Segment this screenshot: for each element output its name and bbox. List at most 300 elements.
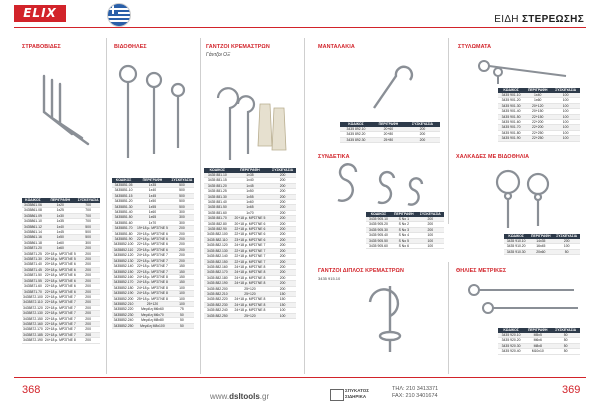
table-row bbox=[204, 291, 296, 296]
table-row bbox=[498, 130, 580, 135]
table-cell: 100 bbox=[553, 244, 580, 249]
table-cell: 100 bbox=[170, 291, 194, 296]
table-cell: 3435852.240 bbox=[113, 318, 134, 323]
table-row bbox=[498, 98, 580, 103]
table-cell: 700 bbox=[77, 208, 100, 213]
table-cell: S No 1 bbox=[391, 217, 417, 222]
table-row bbox=[498, 136, 580, 141]
table-cell: 700 bbox=[77, 203, 100, 208]
table-row bbox=[22, 262, 100, 267]
table-cell: 200 bbox=[170, 231, 194, 236]
table-cell: 24+18 μ. ΜΡΣΓΝΕ 8 bbox=[136, 274, 168, 279]
metric-eye-bolts-illustration bbox=[466, 282, 586, 318]
column-header: ΣΥΣΚΕΥΑΣΙΑ bbox=[77, 198, 99, 203]
table-row bbox=[204, 210, 296, 215]
table-cell: 3435851.70 bbox=[112, 226, 135, 231]
table-cell: 22+18 μ. ΜΡΣΓΝΕ 7 bbox=[44, 332, 76, 337]
column-header: ΚΩΔΙΚΟΣ bbox=[498, 328, 524, 333]
table-cell: 3435871.50 bbox=[23, 273, 42, 278]
table-cell: Μ10x10 bbox=[524, 349, 551, 354]
ceiling-hook-illustration bbox=[350, 282, 420, 354]
table-cell: 50 bbox=[551, 333, 580, 338]
page-number-right: 369 bbox=[562, 384, 581, 396]
table-cell: 1x40 bbox=[44, 224, 77, 229]
table-cell: 3435 901.70 bbox=[498, 125, 524, 130]
table-row bbox=[112, 258, 194, 263]
column-header: ΣΥΣΚΕΥΑΣΙΑ bbox=[553, 234, 580, 239]
table-cell: 200 bbox=[77, 246, 100, 251]
table-cell: 25+120 bbox=[135, 301, 170, 306]
table-cell: 200 bbox=[77, 311, 100, 316]
table-cell: 50 bbox=[551, 338, 580, 343]
table-cell: 100 bbox=[551, 130, 580, 135]
table-row bbox=[204, 221, 296, 226]
website-link[interactable] bbox=[210, 392, 269, 401]
table-cell: 3435 901.90 bbox=[498, 136, 524, 141]
syndetika-table bbox=[366, 212, 444, 249]
table-cell: 3435861.14 bbox=[23, 230, 42, 235]
table-cell: 3435 905.10 bbox=[366, 217, 391, 222]
table-cell: 200 bbox=[269, 237, 296, 242]
page-header bbox=[0, 0, 600, 30]
table-row bbox=[22, 203, 100, 208]
table-cell: 200 bbox=[77, 327, 100, 332]
table-cell: 3435 881.15 bbox=[204, 178, 231, 183]
table-cell: 200 bbox=[77, 305, 100, 310]
table-cell: Μ8x8 bbox=[524, 343, 551, 348]
table-cell: 100 bbox=[551, 98, 580, 103]
table-cell: 3435852.180 bbox=[113, 285, 134, 290]
table-cell: 50 bbox=[170, 318, 194, 323]
table-row bbox=[22, 289, 100, 294]
table-cell: 3435851.50 bbox=[112, 215, 135, 220]
table-cell: 3435861.18 bbox=[23, 240, 42, 245]
table-row bbox=[22, 278, 100, 283]
table-cell: 3435852.250 bbox=[113, 323, 134, 328]
catalog-heading bbox=[494, 14, 584, 25]
table-cell: S No 3 bbox=[391, 227, 417, 232]
table-cell: 3435852.230 bbox=[113, 312, 134, 317]
section-title-syndetika: ΣΥΝΔΕΤΙΚΑ bbox=[318, 154, 350, 160]
table-row bbox=[204, 297, 296, 302]
table-row bbox=[204, 237, 296, 242]
column-header: ΣΥΣΚΕΥΑΣΙΑ bbox=[269, 168, 296, 173]
table-cell: 500 bbox=[170, 188, 194, 193]
table-cell: 1x55 bbox=[135, 204, 170, 209]
table-cell: 25+120 bbox=[231, 286, 270, 291]
table-row bbox=[22, 338, 100, 343]
table-row bbox=[204, 205, 296, 210]
table-row bbox=[22, 273, 100, 278]
brand-line-2: ΣΙΔΗΡΙΚΑ bbox=[345, 394, 367, 399]
table-row bbox=[22, 327, 100, 332]
table-row bbox=[498, 114, 580, 119]
table-cell: 1x60 bbox=[135, 210, 170, 215]
table-cell: 22+18 μ. ΜΡΣΓΝΕ 6 bbox=[44, 273, 76, 278]
brand-logo bbox=[330, 387, 374, 401]
table-row bbox=[504, 249, 580, 254]
table-cell: 3435851.05 bbox=[112, 183, 135, 188]
table-cell: 200 bbox=[269, 259, 296, 264]
table-cell: 3435852.120 bbox=[113, 253, 134, 258]
table-cell: 3435872.130 bbox=[23, 311, 43, 316]
table-cell: 100 bbox=[551, 125, 580, 130]
table-row bbox=[366, 233, 444, 238]
table-cell: 3435872.100 bbox=[23, 294, 43, 299]
column-header: ΠΕΡΙΓΡΑΦΗ bbox=[44, 198, 77, 203]
table-row bbox=[22, 246, 100, 251]
table-cell: 3435 920.40 bbox=[498, 349, 524, 354]
table-cell: 20+18 μ. ΜΡΣΓΝΕ 6 bbox=[44, 267, 76, 272]
table-cell: 500 bbox=[170, 183, 194, 188]
table-cell: 100 bbox=[551, 136, 580, 141]
table-cell: 300 bbox=[77, 240, 100, 245]
table-row bbox=[498, 343, 580, 348]
table-cell: 200 bbox=[77, 267, 100, 272]
table-cell: 1x65 bbox=[135, 215, 170, 220]
brand-mark-icon bbox=[330, 389, 344, 401]
table-cell: 3435872.170 bbox=[23, 327, 43, 332]
table-cell: 100 bbox=[551, 93, 580, 98]
table-cell: 1x45 bbox=[231, 183, 270, 188]
table-cell: 200 bbox=[417, 227, 444, 232]
table-cell: Μεγάλη Μ8x100 bbox=[135, 323, 170, 328]
table-cell: 200 bbox=[553, 239, 580, 244]
table-cell: 1x50 bbox=[135, 199, 170, 204]
table-cell: 100 bbox=[551, 114, 580, 119]
table-cell: 22+18 μ. ΜΡΣΓΝΕ 7 bbox=[44, 316, 76, 321]
s-hooks-illustration bbox=[332, 164, 432, 210]
table-cell: 3435 881.60 bbox=[204, 210, 231, 215]
table-row bbox=[22, 311, 100, 316]
table-cell: 200 bbox=[170, 258, 194, 263]
column-header: ΠΕΡΙΓΡΑΦΗ bbox=[528, 234, 553, 239]
table-cell: 200 bbox=[170, 226, 194, 231]
table-cell: 3435 920.20 bbox=[498, 338, 524, 343]
table-row bbox=[112, 301, 194, 306]
table-cell: 100 bbox=[417, 233, 444, 238]
table-row bbox=[204, 248, 296, 253]
table-cell: 16x45 bbox=[528, 244, 553, 249]
column-header: ΠΕΡΙΓΡΑΦΗ bbox=[391, 212, 417, 217]
table-cell: 500 bbox=[77, 230, 100, 235]
table-cell: 200 bbox=[77, 294, 100, 299]
table-cell: 20+18 μ. ΜΡΣΓΝΕ 5 bbox=[44, 251, 76, 256]
table-row bbox=[22, 321, 100, 326]
table-cell: 14x35 bbox=[528, 239, 553, 244]
table-row bbox=[204, 194, 296, 199]
table-cell: 50 bbox=[170, 312, 194, 317]
table-cell: 3435 882.170 bbox=[204, 270, 231, 275]
column-divider bbox=[106, 38, 107, 374]
table-cell: 3435852.160 bbox=[113, 274, 134, 279]
table-row bbox=[366, 238, 444, 243]
table-cell: 3435 910.20 bbox=[504, 244, 528, 249]
table-row bbox=[22, 294, 100, 299]
table-row bbox=[204, 189, 296, 194]
fax-number: FAX: 210 3401674 bbox=[392, 393, 438, 399]
table-cell: 1x50 bbox=[231, 189, 270, 194]
elix-logo: ELIX bbox=[14, 5, 66, 22]
table-cell: 3435852.220 bbox=[113, 307, 134, 312]
table-cell: 24+18 μ. ΜΡΣΓΝΕ 8 bbox=[231, 302, 270, 307]
table-cell: 200 bbox=[269, 270, 296, 275]
section-subtitle-gantzoi: Γάντζοι ΟΞ bbox=[206, 52, 231, 58]
table-cell: 3435851.10 bbox=[112, 188, 135, 193]
table-cell: 50 bbox=[170, 323, 194, 328]
table-row bbox=[340, 137, 440, 142]
table-cell: 22+18 μ. ΜΡΣΓΝΕ 7 bbox=[231, 254, 270, 259]
table-cell: 3435 892.20 bbox=[340, 132, 372, 137]
table-cell: 3435861.16 bbox=[23, 235, 42, 240]
table-cell: 1x60 bbox=[44, 246, 77, 251]
table-cell: 200 bbox=[269, 232, 296, 237]
cup-hooks-with-plugs-illustration bbox=[208, 64, 296, 164]
table-cell: 1x50 bbox=[44, 235, 77, 240]
table-cell: 22+18 μ. ΜΡΣΓΝΕ 7 bbox=[44, 300, 76, 305]
table-row bbox=[112, 323, 194, 328]
table-cell: 50 bbox=[551, 349, 580, 354]
table-cell: 200 bbox=[269, 248, 296, 253]
table-cell: 22+200 bbox=[524, 125, 551, 130]
table-row bbox=[340, 132, 440, 137]
table-cell: 3435871.45 bbox=[23, 267, 42, 272]
page-number-left: 368 bbox=[22, 384, 41, 396]
gantzoi-table bbox=[204, 168, 296, 319]
table-cell: 3435 905.20 bbox=[366, 222, 391, 227]
table-cell: 100 bbox=[417, 238, 444, 243]
table-cell: 200 bbox=[417, 217, 444, 222]
table-row bbox=[112, 296, 194, 301]
table-cell: 300 bbox=[170, 210, 194, 215]
table-cell: 3435 882.220 bbox=[204, 297, 231, 302]
section-title-gantzoi-diplos: ΓΑΝΤΖΟΙ ΔΙΠΛΟΣ ΚΡΕΜΑΣΤΡΩΝ bbox=[318, 268, 404, 274]
table-cell: Μεγάλη Μ6x60 bbox=[135, 307, 170, 312]
table-row bbox=[204, 216, 296, 221]
table-cell: 3435872.185 bbox=[23, 332, 43, 337]
table-cell: 200 bbox=[269, 275, 296, 280]
table-cell: 22+250 bbox=[524, 136, 551, 141]
table-cell: Μ6x6 bbox=[524, 338, 551, 343]
table-cell: S No 6 bbox=[391, 244, 417, 249]
table-cell: 3435861.08 bbox=[23, 208, 42, 213]
gate-hook-illustration bbox=[476, 56, 576, 86]
hook-pin-illustration bbox=[360, 58, 420, 114]
table-cell: 3435851.15 bbox=[112, 193, 135, 198]
table-cell: 200 bbox=[77, 300, 100, 305]
column-header: ΣΥΣΚΕΥΑΣΙΑ bbox=[551, 88, 580, 93]
table-cell: S No 2 bbox=[391, 222, 417, 227]
table-cell: 200 bbox=[77, 257, 100, 262]
table-cell: 1x60 bbox=[44, 240, 77, 245]
table-row bbox=[204, 232, 296, 237]
table-cell: 3435 910.10 bbox=[504, 239, 528, 244]
table-row bbox=[204, 281, 296, 286]
table-cell: 3435 882.80 bbox=[204, 221, 231, 226]
table-cell: 25+120 bbox=[231, 291, 270, 296]
column-header: ΚΩΔΙΚΟΣ bbox=[22, 198, 44, 203]
table-cell: 3435851.60 bbox=[112, 220, 135, 225]
table-cell: 150 bbox=[170, 280, 194, 285]
table-cell: S No 5 bbox=[391, 238, 417, 243]
table-cell: 24+18 μ. ΜΡΣΓΝΕ 8 bbox=[44, 338, 76, 343]
table-cell: 100 bbox=[269, 313, 296, 318]
table-cell: 200 bbox=[269, 243, 296, 248]
table-row bbox=[22, 257, 100, 262]
table-cell: 3435 882.230 bbox=[204, 302, 231, 307]
table-cell: 22+150 bbox=[524, 114, 551, 119]
table-cell: 3435 905.50 bbox=[366, 238, 391, 243]
table-cell: 20x60 bbox=[528, 249, 553, 254]
table-cell: 200 bbox=[170, 253, 194, 258]
table-cell: 20+18 μ. ΜΡΣΓΝΕ 6 bbox=[231, 221, 270, 226]
table-cell: 300 bbox=[170, 220, 194, 225]
table-cell: 3435 881.70 bbox=[204, 216, 231, 221]
table-cell: Μεγάλη Μ6x70 bbox=[135, 312, 170, 317]
column-header: ΚΩΔΙΚΟΣ bbox=[204, 168, 231, 173]
table-cell: 3435852.100 bbox=[113, 242, 134, 247]
table-cell: 200 bbox=[77, 278, 100, 283]
table-cell: 200 bbox=[269, 183, 296, 188]
column-header: ΠΕΡΙΓΡΑΦΗ bbox=[524, 88, 551, 93]
table-cell: 22+18 μ. ΜΡΣΓΝΕ 7 bbox=[44, 311, 76, 316]
table-row bbox=[204, 313, 296, 318]
table-row bbox=[22, 235, 100, 240]
column-header: ΚΩΔΙΚΟΣ bbox=[112, 178, 135, 183]
table-cell: 22+18 μ. ΜΡΣΓΝΕ 7 bbox=[231, 259, 270, 264]
table-row bbox=[112, 237, 194, 242]
heading-thin: ΕΙΔΗ bbox=[494, 14, 519, 25]
website-domain: dsltools bbox=[229, 392, 260, 401]
column-divider bbox=[448, 38, 449, 224]
table-cell: 24+18 μ. ΜΡΣΓΝΕ 8 bbox=[136, 291, 168, 296]
table-cell: 50 bbox=[551, 343, 580, 348]
table-cell: 22+18 μ. ΜΡΣΓΝΕ 6 bbox=[44, 289, 76, 294]
table-cell: 24+18 μ. ΜΡΣΓΝΕ 7 bbox=[231, 243, 270, 248]
table-cell: 20+18 μ. ΜΡΣΓΝΕ 6 bbox=[44, 262, 76, 267]
table-cell: 24+18 μ. ΜΡΣΓΝΕ 7 bbox=[136, 253, 168, 258]
table-cell: 3435851.80 bbox=[112, 231, 135, 236]
table-cell: 3435 901.50 bbox=[498, 114, 524, 119]
table-cell: 22+18 μ. ΜΡΣΓΝΕ 6 bbox=[136, 237, 168, 242]
table-row bbox=[112, 318, 194, 323]
table-cell: 22+18 μ. ΜΡΣΓΝΕ 6 bbox=[136, 242, 168, 247]
table-cell: 3435861.06 bbox=[23, 203, 42, 207]
table-cell: 200 bbox=[405, 137, 440, 142]
table-row bbox=[22, 224, 100, 229]
table-cell: 22+18 μ. ΜΡΣΓΝΕ 7 bbox=[44, 327, 76, 332]
section-title-mantalakia: ΜΑΝΤΑΛΑΚΙΑ bbox=[318, 44, 355, 50]
table-cell: 1x35 bbox=[231, 173, 270, 178]
table-cell: 200 bbox=[269, 178, 296, 183]
table-cell: 200 bbox=[405, 127, 440, 132]
column-header: ΣΥΣΚΕΥΑΣΙΑ bbox=[417, 212, 444, 217]
table-cell: 200 bbox=[77, 262, 100, 267]
table-cell: 500 bbox=[77, 224, 100, 229]
column-header: ΣΥΣΚΕΥΑΣΙΑ bbox=[405, 122, 440, 127]
table-row bbox=[366, 217, 444, 222]
table-cell: 24+18 μ. ΜΡΣΓΝΕ 8 bbox=[136, 280, 168, 285]
heading-bold: ΣΤΕΡΕΩΣΗΣ bbox=[521, 14, 584, 25]
table-cell: 3435861.12 bbox=[23, 224, 42, 229]
column-header: ΣΥΣΚΕΥΑΣΙΑ bbox=[551, 328, 580, 333]
stylomata-table bbox=[498, 88, 580, 142]
table-row bbox=[204, 302, 296, 307]
table-cell: 3435852.110 bbox=[113, 247, 134, 252]
table-row bbox=[112, 204, 194, 209]
table-row bbox=[112, 220, 194, 225]
table-cell: 19+18 μ. ΜΡΣΓΝΕ 5 bbox=[136, 226, 168, 231]
table-cell: 3435871.30 bbox=[23, 257, 42, 262]
table-row bbox=[112, 193, 194, 198]
table-cell: 200 bbox=[170, 247, 194, 252]
section-title-halkades: ΧΑΛΚΑΔΕΣ ΜΕ ΒΙΔΟΘΗΛΙΑ bbox=[456, 154, 530, 160]
table-row bbox=[22, 208, 100, 213]
table-cell: 1x60 bbox=[524, 98, 551, 103]
table-cell: 200 bbox=[269, 216, 296, 221]
eye-screws-illustration bbox=[112, 60, 196, 172]
table-cell: 1x70 bbox=[135, 220, 170, 225]
table-cell: 22+18 μ. ΜΡΣΓΝΕ 7 bbox=[231, 248, 270, 253]
table-row bbox=[22, 300, 100, 305]
table-cell: 100 bbox=[551, 103, 580, 108]
table-row bbox=[112, 210, 194, 215]
table-cell: 22+18 μ. ΜΡΣΓΝΕ 7 bbox=[136, 264, 168, 269]
table-cell: 200 bbox=[170, 237, 194, 242]
table-cell: 200 bbox=[77, 338, 100, 343]
table-cell: 1x35 bbox=[135, 183, 170, 188]
table-cell: 3435 901.60 bbox=[498, 120, 524, 125]
table-row bbox=[204, 254, 296, 259]
table-row bbox=[204, 259, 296, 264]
table-cell: 1x25 bbox=[44, 208, 77, 213]
table-cell: 1x70 bbox=[231, 210, 270, 215]
table-cell: 200 bbox=[77, 316, 100, 321]
column-header: ΚΩΔΙΚΟΣ bbox=[366, 212, 391, 217]
table-row bbox=[112, 215, 194, 220]
table-row bbox=[204, 173, 296, 178]
table-row bbox=[204, 178, 296, 183]
table-cell: 20+60 bbox=[372, 127, 405, 132]
column-header: ΚΩΔΙΚΟΣ bbox=[340, 122, 372, 127]
column-header: ΠΕΡΙΓΡΑΦΗ bbox=[372, 122, 405, 127]
section-title-thilies: ΘΗΛΙΕΣ ΜΕΤΡΙΚΕΣ bbox=[456, 268, 507, 274]
table-cell: Μεγάλη Μ8x80 bbox=[135, 318, 170, 323]
footer-divider bbox=[14, 377, 586, 378]
table-cell: 1x40 bbox=[524, 93, 551, 98]
table-row bbox=[112, 274, 194, 279]
table-cell: 200 bbox=[269, 205, 296, 210]
table-cell: 500 bbox=[170, 204, 194, 209]
table-cell: 200 bbox=[269, 173, 296, 178]
table-cell: 3435 905.30 bbox=[366, 227, 391, 232]
table-row bbox=[112, 291, 194, 296]
table-row bbox=[112, 280, 194, 285]
table-cell: 200 bbox=[77, 321, 100, 326]
table-cell: 3435 882.160 bbox=[204, 264, 231, 269]
table-cell: 3435851.40 bbox=[112, 210, 135, 215]
table-cell: 24+18 μ. ΜΡΣΓΝΕ 8 bbox=[231, 281, 270, 286]
table-cell: 700 bbox=[77, 213, 100, 218]
table-cell: 3435871.70 bbox=[23, 289, 42, 294]
gantzoi-diplos-code: 3435 915.10 bbox=[318, 276, 341, 281]
table-cell: 200 bbox=[77, 251, 100, 256]
table-cell: 20+18 μ. ΜΡΣΓΝΕ 5 bbox=[231, 216, 270, 221]
table-cell: 1x35 bbox=[44, 219, 77, 224]
table-row bbox=[22, 332, 100, 337]
table-cell: 100 bbox=[551, 120, 580, 125]
table-cell: 150 bbox=[170, 274, 194, 279]
